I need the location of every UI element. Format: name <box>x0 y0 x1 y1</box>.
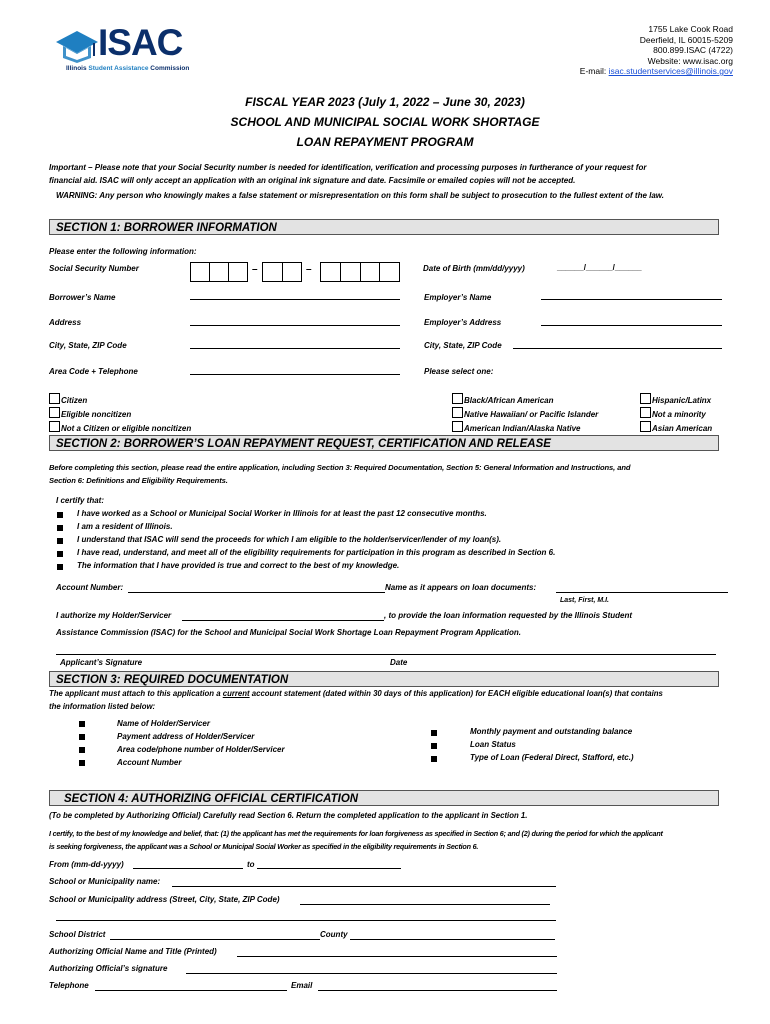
certify-bullet-4: I have read, understand, and meet all of the eligibility requirements for participation in this program as described in Section 6. <box>77 548 556 557</box>
account-number-label: Account Number: <box>56 583 124 592</box>
ssn-box-1[interactable] <box>190 262 248 282</box>
applicant-signature-label: Applicant’s Signature <box>60 658 143 667</box>
doc-item-account-number: Account Number <box>117 758 182 767</box>
citizen-checkbox[interactable] <box>49 393 60 404</box>
section1-intro: Please enter the following information: <box>49 247 197 256</box>
bullet-square <box>57 525 63 531</box>
hispanic-option[interactable]: Hispanic/Latinx <box>640 393 712 407</box>
telephone-label-s4: Telephone <box>49 981 89 990</box>
contact-block <box>580 24 733 77</box>
employer-city-field[interactable] <box>513 348 722 349</box>
to-date-label: to <box>247 860 255 869</box>
doc-item-phone: Area code/phone number of Holder/Servicer <box>117 745 285 754</box>
certify-bullet-3: I understand that ISAC will send the proceeds for which I am eligible to the holder/servicer/lender of my loan(s). <box>77 535 502 544</box>
bullet-square <box>79 721 85 727</box>
not-citizen-option[interactable]: Not a Citizen or eligible noncitizen <box>49 421 191 435</box>
section3-header: SECTION 3: REQUIRED DOCUMENTATION <box>49 671 719 687</box>
address-field[interactable] <box>190 325 400 326</box>
eligible-noncitizen-option[interactable]: Eligible noncitizen <box>49 407 191 421</box>
contact-website: Website: www.isac.org <box>647 55 733 66</box>
employer-address-label: Employer’s Address <box>424 318 502 327</box>
certify-label: I certify that: <box>56 496 105 505</box>
bullet-square <box>57 538 63 544</box>
date-label: Date <box>390 658 408 667</box>
hispanic-checkbox[interactable] <box>640 393 651 404</box>
ssn-label: Social Security Number <box>49 264 139 273</box>
signature-line[interactable] <box>56 654 716 655</box>
holder-servicer-field[interactable] <box>182 620 384 621</box>
address-street: 1755 Lake Cook Road <box>648 24 733 34</box>
mortarboard-icon <box>54 28 100 64</box>
contact-email-row <box>580 66 733 77</box>
city-state-zip-field[interactable] <box>190 348 400 349</box>
name-on-docs-field[interactable] <box>556 592 728 593</box>
isac-logo <box>54 22 214 76</box>
school-name-field[interactable] <box>172 886 556 887</box>
doc-item-holder-name: Name of Holder/Servicer <box>117 719 210 728</box>
official-name-label: Authorizing Official Name and Title (Printed) <box>49 947 217 956</box>
county-label: County <box>320 930 348 939</box>
city-state-zip-label: City, State, ZIP Code <box>49 341 127 350</box>
title-line-1: FISCAL YEAR 2023 (July 1, 2022 – June 30, 2023) <box>245 95 525 109</box>
official-name-field[interactable] <box>237 956 557 957</box>
school-address-label: School or Municipality address (Street, City, State, ZIP Code) <box>49 895 280 904</box>
section4-intro: (To be completed by Authorizing Official) Carefully read Section 6. Return the completed application to the applicant in Section 1. <box>49 811 528 820</box>
section4-certify: I certify, to the best of my knowledge and belief, that: (1) the applicant has met the requirements for loan forgiveness as specified in Section 6; and (2) during the period for which the applicant is seeking forgiveness, the applicant was a School or Municipal Social Worker as specified in the eligibility requirements in Section 6. <box>49 829 663 851</box>
citizenship-options <box>49 393 191 435</box>
title-line-2: SCHOOL AND MUNICIPAL SOCIAL WORK SHORTAGE <box>230 115 540 129</box>
native-hawaiian-option[interactable]: Native Hawaiian/ or Pacific Islander <box>452 407 598 421</box>
ssn-dash-1: – <box>252 264 258 275</box>
logo-tagline: Illinois Student Assistance Commission <box>66 65 190 72</box>
section2-header: SECTION 2: BORROWER’S LOAN REPAYMENT REQUEST, CERTIFICATION AND RELEASE <box>49 435 719 451</box>
telephone-field-s4[interactable] <box>95 990 287 991</box>
school-address-field-2[interactable] <box>56 920 556 921</box>
school-district-label: School District <box>49 930 106 939</box>
school-address-field[interactable] <box>300 904 550 905</box>
not-citizen-checkbox[interactable] <box>49 421 60 432</box>
american-indian-checkbox[interactable] <box>452 421 463 432</box>
not-minority-checkbox[interactable] <box>640 407 651 418</box>
ethnicity-options-2 <box>640 393 712 435</box>
email-link[interactable]: isac.studentservices@illinois.gov <box>608 66 733 76</box>
citizen-option[interactable]: Citizen <box>49 393 191 407</box>
asian-option[interactable]: Asian American <box>640 421 712 435</box>
name-on-docs-label: Name as it appears on loan documents: <box>385 583 537 592</box>
bullet-square <box>79 734 85 740</box>
authorize-label: I authorize my Holder/Servicer <box>56 611 172 620</box>
account-number-field[interactable] <box>128 592 385 593</box>
isac-wordmark: ISAC <box>98 22 183 63</box>
from-date-label: From (mm-dd-yyyy) <box>49 860 124 869</box>
county-field[interactable] <box>350 939 555 940</box>
contact-phone: 800.899.ISAC (4722) <box>653 45 733 55</box>
bullet-square <box>79 747 85 753</box>
official-signature-label: Authorizing Official’s signature <box>49 964 168 973</box>
section4-header: SECTION 4: AUTHORIZING OFFICIAL CERTIFICATION <box>49 790 719 806</box>
certify-bullet-1: I have worked as a School or Municipal Social Worker in Illinois for at least the past 12 consecutive months. <box>77 509 487 518</box>
telephone-label: Area Code + Telephone <box>49 367 138 376</box>
certify-bullet-2: I am a resident of Illinois. <box>77 522 173 531</box>
native-hawaiian-checkbox[interactable] <box>452 407 463 418</box>
address-label: Address <box>49 318 82 327</box>
ethnicity-options-1 <box>452 393 598 435</box>
dob-label: Date of Birth (mm/dd/yyyy) <box>423 264 525 273</box>
certify-bullet-5: The information that I have provided is true and correct to the best of my knowledge. <box>77 561 400 570</box>
email-label: E-mail: <box>579 66 607 76</box>
asian-checkbox[interactable] <box>640 421 651 432</box>
american-indian-option[interactable]: American Indian/Alaska Native <box>452 421 598 435</box>
select-one-label: Please select one: <box>424 367 494 376</box>
title-line-3: LOAN REPAYMENT PROGRAM <box>296 135 474 149</box>
doc-item-loan-type: Type of Loan (Federal Direct, Stafford, etc.) <box>470 753 634 762</box>
section2-intro: Before completing this section, please read the entire application, including Section 3: Required Documentation, Section 5: General Information and Instructions, and Section 6: Definitions and Eligibility Requirements. <box>49 463 631 485</box>
section3-intro: The applicant must attach to this application a current account statement (dated within 30 days of this application) for EACH eligible educational loan(s) that contains the information listed below: <box>49 689 663 711</box>
doc-item-monthly-payment: Monthly payment and outstanding balance <box>470 727 633 736</box>
email-label-s4: Email <box>291 981 313 990</box>
ssn-dash-2: – <box>306 264 312 275</box>
employer-name-field[interactable] <box>541 299 722 300</box>
bullet-square <box>57 564 63 570</box>
form-title <box>0 92 770 152</box>
ssn-box-3[interactable] <box>320 262 400 282</box>
employer-name-label: Employer’s Name <box>424 293 492 302</box>
borrower-name-label: Borrower’s Name <box>49 293 116 302</box>
bullet-square <box>79 760 85 766</box>
eligible-noncitizen-checkbox[interactable] <box>49 407 60 418</box>
section1-header: SECTION 1: BORROWER INFORMATION <box>49 219 719 235</box>
borrower-name-field[interactable] <box>190 299 400 300</box>
doc-item-loan-status: Loan Status <box>470 740 516 749</box>
bullet-square <box>57 551 63 557</box>
bullet-square <box>431 730 437 736</box>
official-signature-field[interactable] <box>186 973 557 974</box>
employer-city-label: City, State, ZIP Code <box>424 341 502 350</box>
black-option[interactable]: Black/African American <box>452 393 598 407</box>
black-checkbox[interactable] <box>452 393 463 404</box>
email-field-s4[interactable] <box>318 990 557 991</box>
bullet-square <box>431 743 437 749</box>
authorize-text-2: Assistance Commission (ISAC) for the School and Municipal Social Work Shortage Loan Repayment Program Application. <box>56 628 521 637</box>
telephone-field[interactable] <box>190 374 400 375</box>
school-name-label: School or Municipality name: <box>49 877 161 886</box>
ssn-box-2[interactable] <box>262 262 302 282</box>
to-date-field[interactable] <box>257 868 401 869</box>
bullet-square <box>57 512 63 518</box>
doc-item-payment-address: Payment address of Holder/Servicer <box>117 732 255 741</box>
authorize-text: , to provide the loan information requested by the Illinois Student <box>384 611 633 620</box>
name-format-hint: Last, First, M.I. <box>560 597 610 604</box>
bullet-square <box>431 756 437 762</box>
important-notice: Important – Please note that your Social Security number is needed for identification, verification and processing purposes in furtherance of your request for financial aid. ISAC will only accept an application with an original ink signature and date. Facsimile or emailed copies will not be accepted. <box>49 163 647 185</box>
address-city: Deerfield, IL 60015-5209 <box>639 34 733 45</box>
not-minority-option[interactable]: Not a minority <box>640 407 712 421</box>
from-date-field[interactable] <box>133 868 243 869</box>
employer-address-field[interactable] <box>541 325 722 326</box>
dob-blank[interactable]: ______/______/______ <box>557 263 642 272</box>
warning-notice: WARNING: Any person who knowingly makes a false statement or misrepresentation on this form shall be subject to prosecution to the fullest extent of the law. <box>56 191 664 200</box>
school-district-field[interactable] <box>110 939 320 940</box>
